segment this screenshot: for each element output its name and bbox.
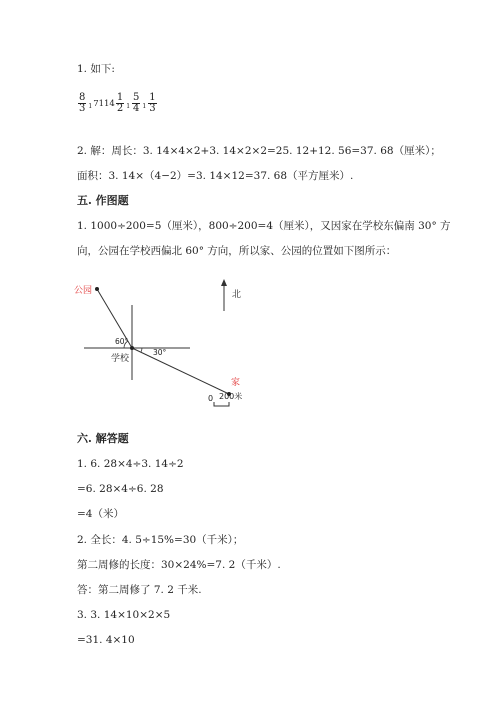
separator: 1 — [88, 102, 93, 110]
fraction — [78, 93, 86, 114]
section6-line-2: =6. 28×4÷6. 28 — [77, 483, 164, 495]
home-label: 家 — [231, 378, 241, 388]
section-six-heading: 六. 解答题 — [77, 432, 129, 445]
section5-line-2: 向，公园在学校西偏北 60° 方向，所以家、公园的位置如下图所示： — [77, 245, 397, 257]
q1-heading: 1. 如下: — [77, 63, 115, 75]
section6-line-4: 2. 全长：4. 5÷15%=30（千米）； — [77, 534, 244, 546]
school-home-line — [132, 348, 229, 394]
angle30-label: 30° — [153, 348, 167, 357]
north-label: 北 — [232, 290, 242, 300]
numerator: 1 — [116, 92, 124, 103]
north-arrow-icon — [221, 279, 227, 311]
scale-bar — [214, 402, 229, 406]
denominator: 3 — [79, 103, 86, 114]
numerator: 1 — [149, 92, 156, 103]
denominator: 3 — [149, 103, 156, 114]
area-line: 面积：3. 14×（4−2）=3. 14×12=37. 68（平方厘米）. — [77, 170, 354, 182]
separator: 1 — [142, 102, 147, 110]
numerator: 8 — [79, 92, 86, 103]
fraction-mid-text: 7114 — [93, 98, 115, 109]
section6-line-8: =31. 4×10 — [77, 634, 135, 646]
denominator: 4 — [133, 103, 140, 114]
section6-line-7: 3. 3. 14×10×2×5 — [77, 609, 171, 621]
q2-solution: 2. 解：周长：3. 14×4×2+3. 14×2×2=25. 12+12. 56=37. 68（厘米）； — [77, 145, 441, 157]
numerator: 5 — [133, 92, 140, 103]
angle60-label: 60° — [115, 337, 129, 346]
section5-line-1: 1. 1000÷200=5（厘米），800÷200=4（厘米），又因家在学校东偏南 30° 方 — [77, 220, 451, 232]
fraction — [116, 93, 124, 114]
section6-line-1: 1. 6. 28×4÷3. 14÷2 — [77, 458, 184, 470]
school-label: 学校 — [111, 354, 130, 364]
section6-line-3: =4（米） — [77, 508, 124, 520]
school-point — [130, 346, 134, 350]
position-diagram — [0, 275, 500, 415]
section6-line-6: 答：第二周修了 7. 2 千米. — [77, 584, 202, 596]
separator: 1 — [126, 102, 131, 110]
section6-line-5: 第二周修的长度：30×24%=7. 2（千米）. — [77, 559, 281, 571]
park-label: 公园 — [74, 286, 93, 296]
scale-zero: 0 — [208, 394, 214, 403]
fraction — [148, 93, 156, 114]
scale-label: 200米 — [219, 392, 243, 401]
angle30-arc — [141, 348, 142, 352]
fraction-row — [77, 93, 158, 114]
denominator: 2 — [116, 103, 124, 114]
section-five-heading: 五. 作图题 — [77, 194, 129, 207]
fraction — [132, 93, 140, 114]
park-point — [95, 287, 99, 291]
